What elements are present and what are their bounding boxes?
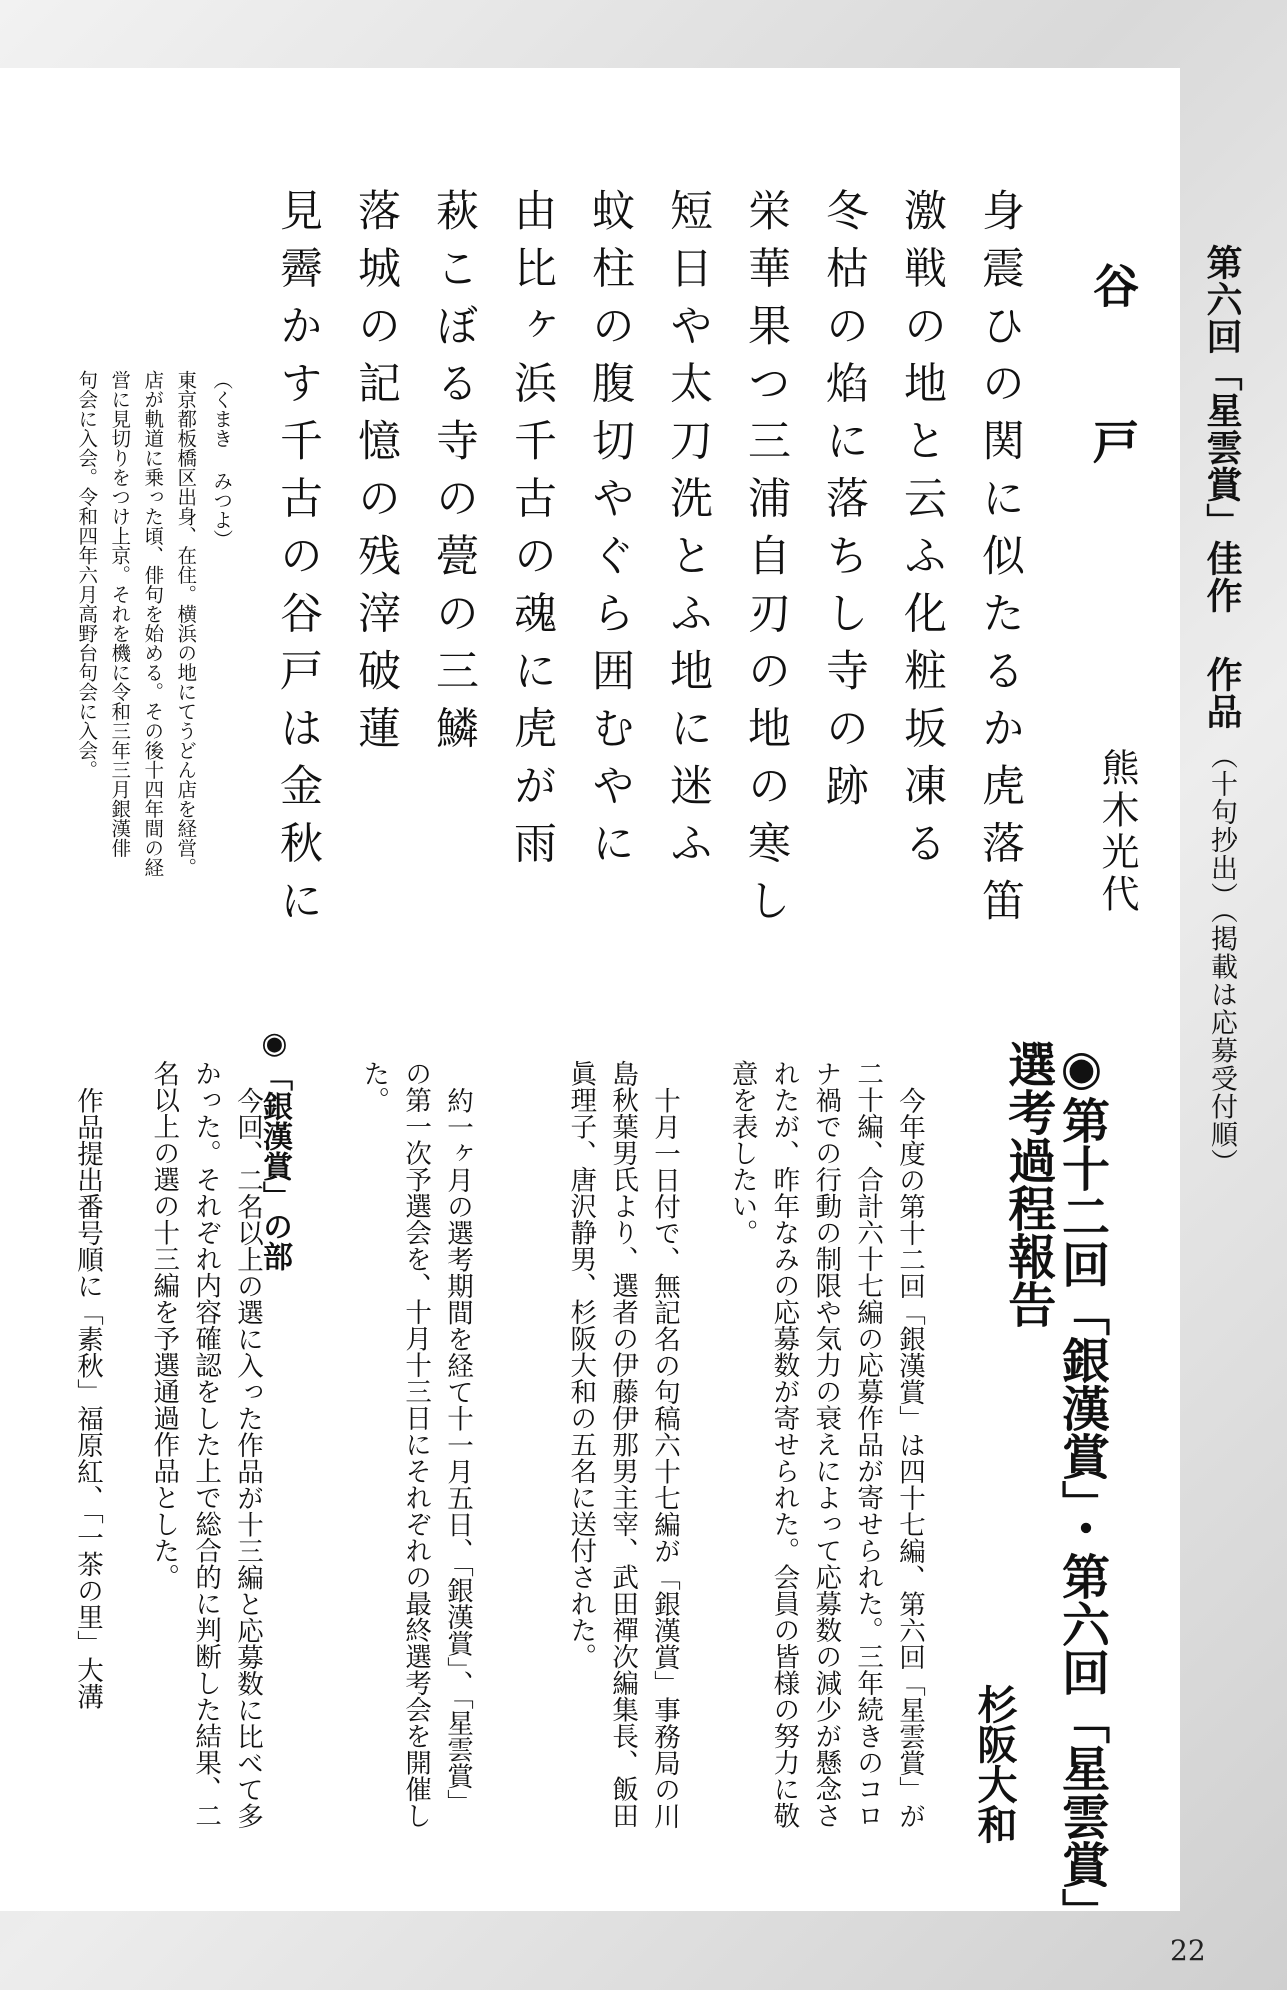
section-heading: ◉「銀漢賞」の部 bbox=[257, 1026, 292, 1271]
poem-title: 谷 戸 bbox=[1086, 262, 1140, 492]
report-body-para3 bbox=[318, 1060, 478, 1840]
haiku-line: 身震ひの関に似たるか虎落笛 bbox=[975, 188, 1025, 936]
bio-line: 店が軌道に乗った頃、俳句を始める。その後十四年間の経 bbox=[141, 370, 165, 877]
report-paragraph: 今年度の第十二回「銀漢賞」は四十七編、第六回「星雲賞」が二十編、合計六十七編の応募作品が寄せられた。三年続きのコロナ禍での行動の制限や気力の衰えによって応募数の減少が懸念されたが、昨年なみの応募数が寄せられた。会員の皆様の努力に敬意を表したい。 bbox=[726, 1060, 925, 1829]
haiku-line: 冬枯の焰に落ちし寺の跡 bbox=[819, 188, 869, 821]
poem-author: 熊木光代 bbox=[1095, 748, 1139, 916]
page-number: 22 bbox=[1170, 1934, 1206, 1967]
haiku-line: 見霽かす千古の谷戸は金秋に bbox=[273, 188, 323, 936]
report-author: 杉阪大和 bbox=[971, 1684, 1017, 1844]
section-body-para1 bbox=[108, 1060, 268, 1840]
haiku-line: 萩こぼる寺の甍の三鱗 bbox=[429, 188, 479, 763]
series-header bbox=[1196, 244, 1247, 1177]
report-paragraph: 十月一日付で、無記名の句稿六十七編が「銀漢賞」事務局の川島秋葉男氏より、選者の伊藤伊那男主宰、武田禪次編集長、飯田眞理子、唐沢静男、杉阪大和の五名に送付された。 bbox=[565, 1060, 680, 1829]
report-title-line1: ◉第十二回「銀漢賞」・第六回「星雲賞」 bbox=[1053, 1040, 1110, 1936]
section-paragraph: 作品提出番号順に「素秋」福原紅、「一茶の里」大溝 bbox=[72, 1086, 103, 1710]
haiku-line: 由比ヶ浜千古の魂に虎が雨 bbox=[507, 188, 557, 878]
report-title-line2: 選考過程報告 bbox=[999, 1040, 1056, 1328]
haiku-line: 落城の記憶の残滓破蓮 bbox=[351, 188, 401, 763]
section-body-para2 bbox=[60, 1060, 108, 1840]
haiku-line: 短日や太刀洗とふ地に迷ふ bbox=[663, 188, 713, 878]
bio-line: 句会に入会。令和四年六月高野台句会に入会。 bbox=[75, 370, 99, 780]
series-note: （十句抄出）（掲載は応募受付順） bbox=[1206, 742, 1237, 1177]
section-paragraph: 今回、二名以上の選に入った作品が十三編と応募数に比べて多かった。それぞれ内容確認をした上で総合的に判断した結果、二名以上の選の十三編を予選通過作品とした。 bbox=[148, 1060, 263, 1829]
author-reading: （くまき みつよ） bbox=[210, 370, 234, 549]
haiku-line: 激戦の地と云ふ化粧坂凍る bbox=[897, 188, 947, 878]
haiku-line: 蚊柱の腹切やぐら囲むやに bbox=[585, 188, 635, 878]
report-paragraph: 約一ヶ月の選考期間を経て十一月五日、「銀漢賞」、「星雲賞」の第一次予選会を、十月十三日にそれぞれの最終選考会を開催した。 bbox=[358, 1060, 473, 1829]
series-title: 第六回「星雲賞」佳作 作品 bbox=[1201, 244, 1242, 730]
bio-line: 東京都板橋区出身、在住。横浜の地にてうどん店を経営。 bbox=[174, 370, 198, 877]
haiku-line: 栄華果つ三浦自刃の地の寒し bbox=[741, 188, 791, 936]
bio-line: 営に見切りをつけ上京。それを機に令和三年三月銀漢俳 bbox=[108, 370, 132, 858]
report-body-para2 bbox=[470, 1060, 685, 1840]
